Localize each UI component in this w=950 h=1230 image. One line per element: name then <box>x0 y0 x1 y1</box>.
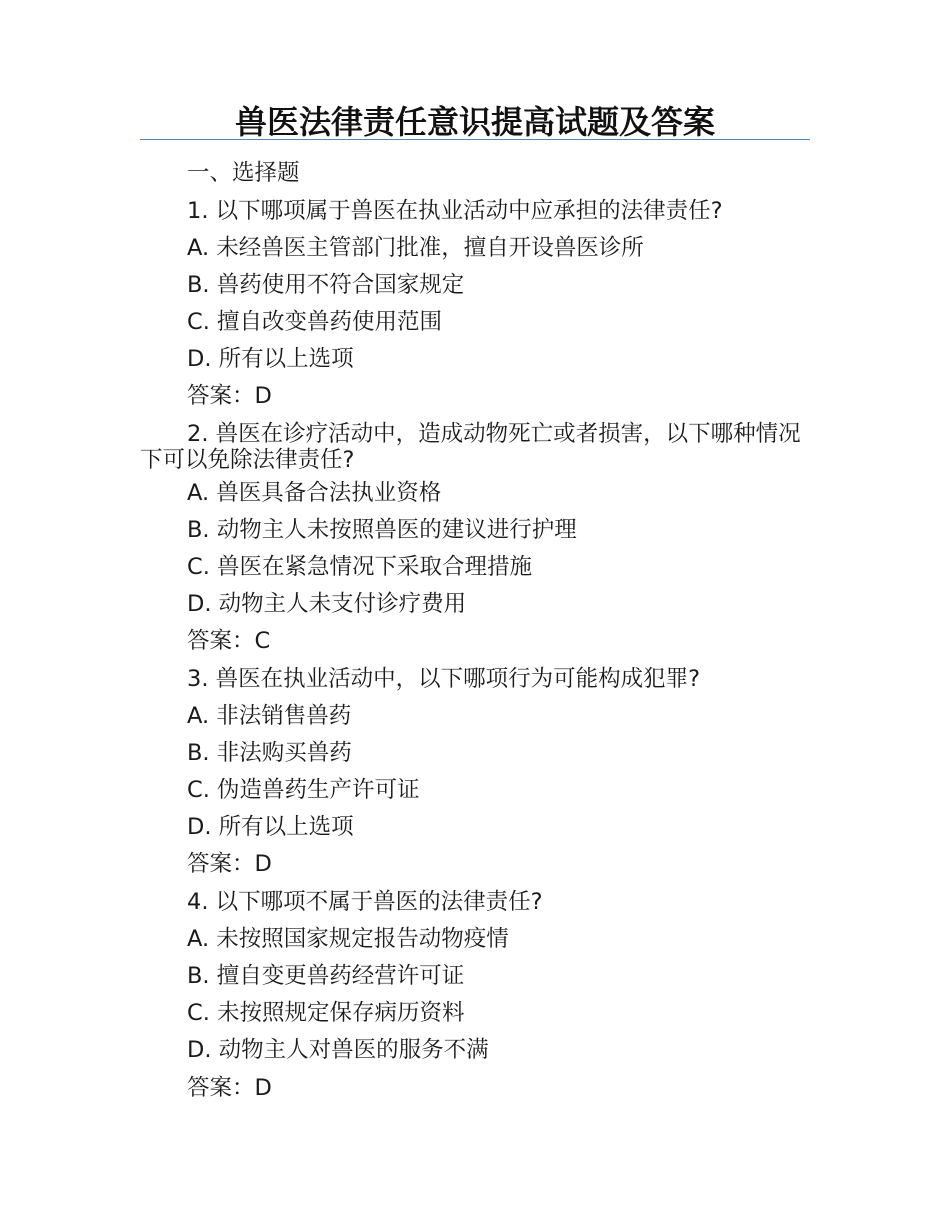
section-heading: 一、选择题 <box>187 160 300 186</box>
question-1-stem: 1. 以下哪项属于兽医在执业活动中应承担的法律责任? <box>187 198 723 224</box>
question-1-answer: 答案：D <box>187 383 272 409</box>
question-3-option-b: B. 非法购买兽药 <box>187 740 352 766</box>
document-title: 兽医法律责任意识提高试题及答案 <box>234 103 715 141</box>
question-1-option-d: D. 所有以上选项 <box>187 346 354 372</box>
question-1-option-b: B. 兽药使用不符合国家规定 <box>187 272 465 298</box>
question-3-option-d: D. 所有以上选项 <box>187 814 354 840</box>
title-underline <box>140 139 810 140</box>
question-4-option-c: C. 未按照规定保存病历资料 <box>187 1000 465 1026</box>
question-2-option-a: A. 兽医具备合法执业资格 <box>187 480 442 506</box>
question-3-answer: 答案：D <box>187 851 272 877</box>
question-2-option-d: D. 动物主人未支付诊疗费用 <box>187 591 467 617</box>
question-3-stem: 3. 兽医在执业活动中，以下哪项行为可能构成犯罪? <box>187 666 701 692</box>
question-4-stem: 4. 以下哪项不属于兽医的法律责任? <box>187 889 543 915</box>
question-3-option-a: A. 非法销售兽药 <box>187 703 352 729</box>
question-4-option-a: A. 未按照国家规定报告动物疫情 <box>187 926 509 952</box>
question-1-option-a: A. 未经兽医主管部门批准，擅自开设兽医诊所 <box>187 235 644 261</box>
question-2-option-c: C. 兽医在紧急情况下采取合理措施 <box>187 554 533 580</box>
question-4-option-d: D. 动物主人对兽医的服务不满 <box>187 1037 489 1063</box>
question-3-option-c: C. 伪造兽药生产许可证 <box>187 777 420 803</box>
question-4-option-b: B. 擅自变更兽药经营许可证 <box>187 963 465 989</box>
question-2-stem: 2. 兽医在诊疗活动中，造成动物死亡或者损害，以下哪种情况下可以免除法律责任? <box>140 421 801 473</box>
question-2-answer: 答案：C <box>187 628 271 654</box>
question-4-answer: 答案：D <box>187 1075 272 1101</box>
question-1-option-c: C. 擅自改变兽药使用范围 <box>187 309 443 335</box>
question-2-option-b: B. 动物主人未按照兽医的建议进行护理 <box>187 517 577 543</box>
